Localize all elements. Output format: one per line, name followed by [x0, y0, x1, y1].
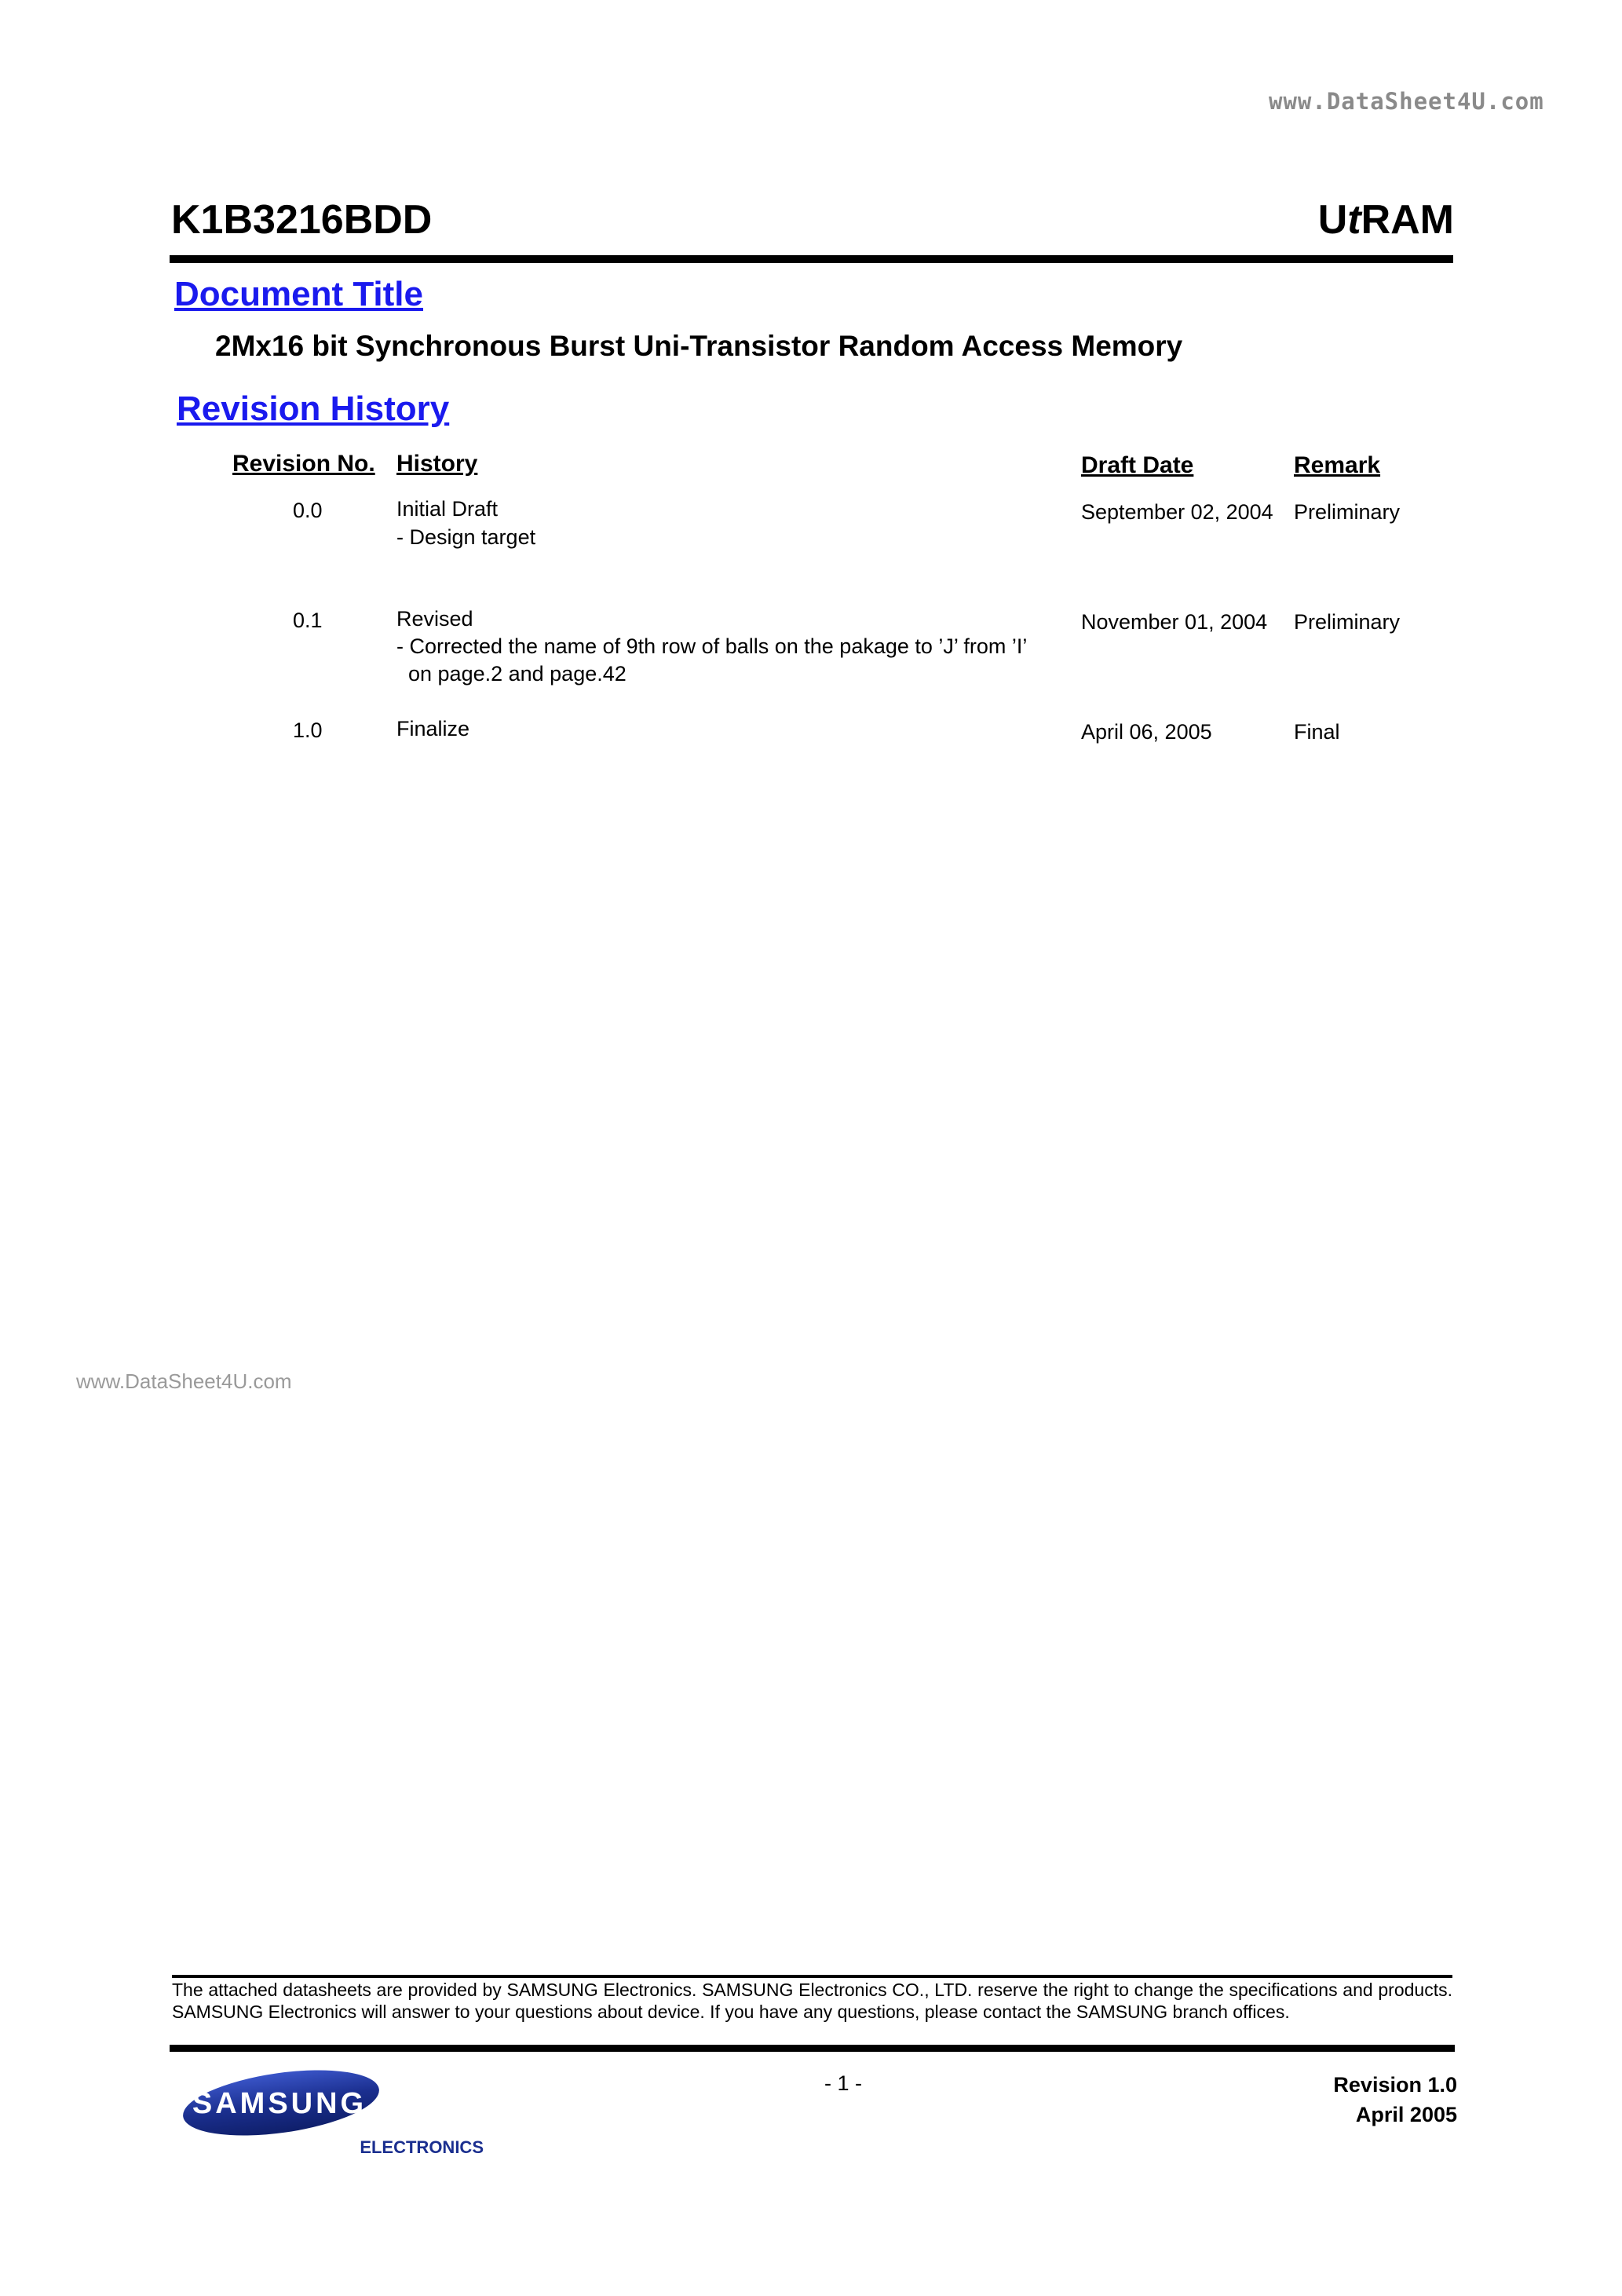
draft-date: November 01, 2004	[1081, 610, 1268, 634]
draft-date: April 06, 2005	[1081, 720, 1212, 744]
watermark-top: www.DataSheet4U.com	[1269, 88, 1544, 115]
brand-t: t	[1347, 197, 1361, 243]
revision-number: 0.0	[293, 499, 323, 522]
revision-history-heading: Revision History	[177, 389, 450, 428]
svg-text:ELECTRONICS: ELECTRONICS	[360, 2137, 484, 2157]
footer-revision: Revision 1.0	[1333, 2073, 1457, 2097]
history-line: - Design target	[396, 525, 536, 549]
svg-text:SAMSUNG: SAMSUNG	[192, 2087, 367, 2120]
header-rule	[170, 255, 1453, 263]
document-title-heading: Document Title	[174, 275, 424, 313]
draft-date: September 02, 2004	[1081, 500, 1273, 524]
product-brand	[1318, 196, 1454, 243]
footer-rule-thin	[172, 1975, 1452, 1978]
page-number: - 1 -	[824, 2071, 863, 2095]
footer-notice: The attached datasheets are provided by SAMSUNG Electronics. SAMSUNG Electronics CO., LTD. reserve the right to change the specifications and products. SAMSUNG Electronics will answer to your questions about device. If you have any questions, please contact the SAMSUNG branch offices.	[172, 1980, 1452, 2022]
history-line: Initial Draft	[396, 497, 499, 521]
document-subtitle: 2Mx16 bit Synchronous Burst Uni-Transistor Random Access Memory	[215, 330, 1183, 362]
remark: Final	[1294, 720, 1340, 744]
history-line: Finalize	[396, 717, 470, 740]
remark: Preliminary	[1294, 610, 1401, 634]
column-header-revision-no: Revision No.	[232, 451, 375, 477]
column-header-history: History	[396, 451, 478, 477]
footer-rule-thick	[170, 2045, 1455, 2052]
history-line: on page.2 and page.42	[408, 662, 627, 686]
brand-ram: RAM	[1361, 197, 1454, 243]
brand-u: U	[1317, 197, 1348, 243]
revision-number: 0.1	[293, 609, 323, 632]
column-header-draft-date: Draft Date	[1081, 452, 1194, 478]
remark: Preliminary	[1294, 500, 1401, 524]
history-line: - Corrected the name of 9th row of balls on the pakage to ’J’ from ’I’	[396, 634, 1028, 658]
column-header-remark: Remark	[1294, 452, 1381, 478]
part-number: K1B3216BDD	[171, 197, 433, 243]
watermark-middle: www.DataSheet4U.com	[76, 1369, 292, 1393]
samsung-logo	[179, 2065, 484, 2159]
revision-footer	[1333, 2070, 1457, 2130]
revision-number: 1.0	[293, 718, 323, 742]
footer-date: April 2005	[1355, 2103, 1457, 2126]
history-line: Revised	[396, 607, 473, 631]
